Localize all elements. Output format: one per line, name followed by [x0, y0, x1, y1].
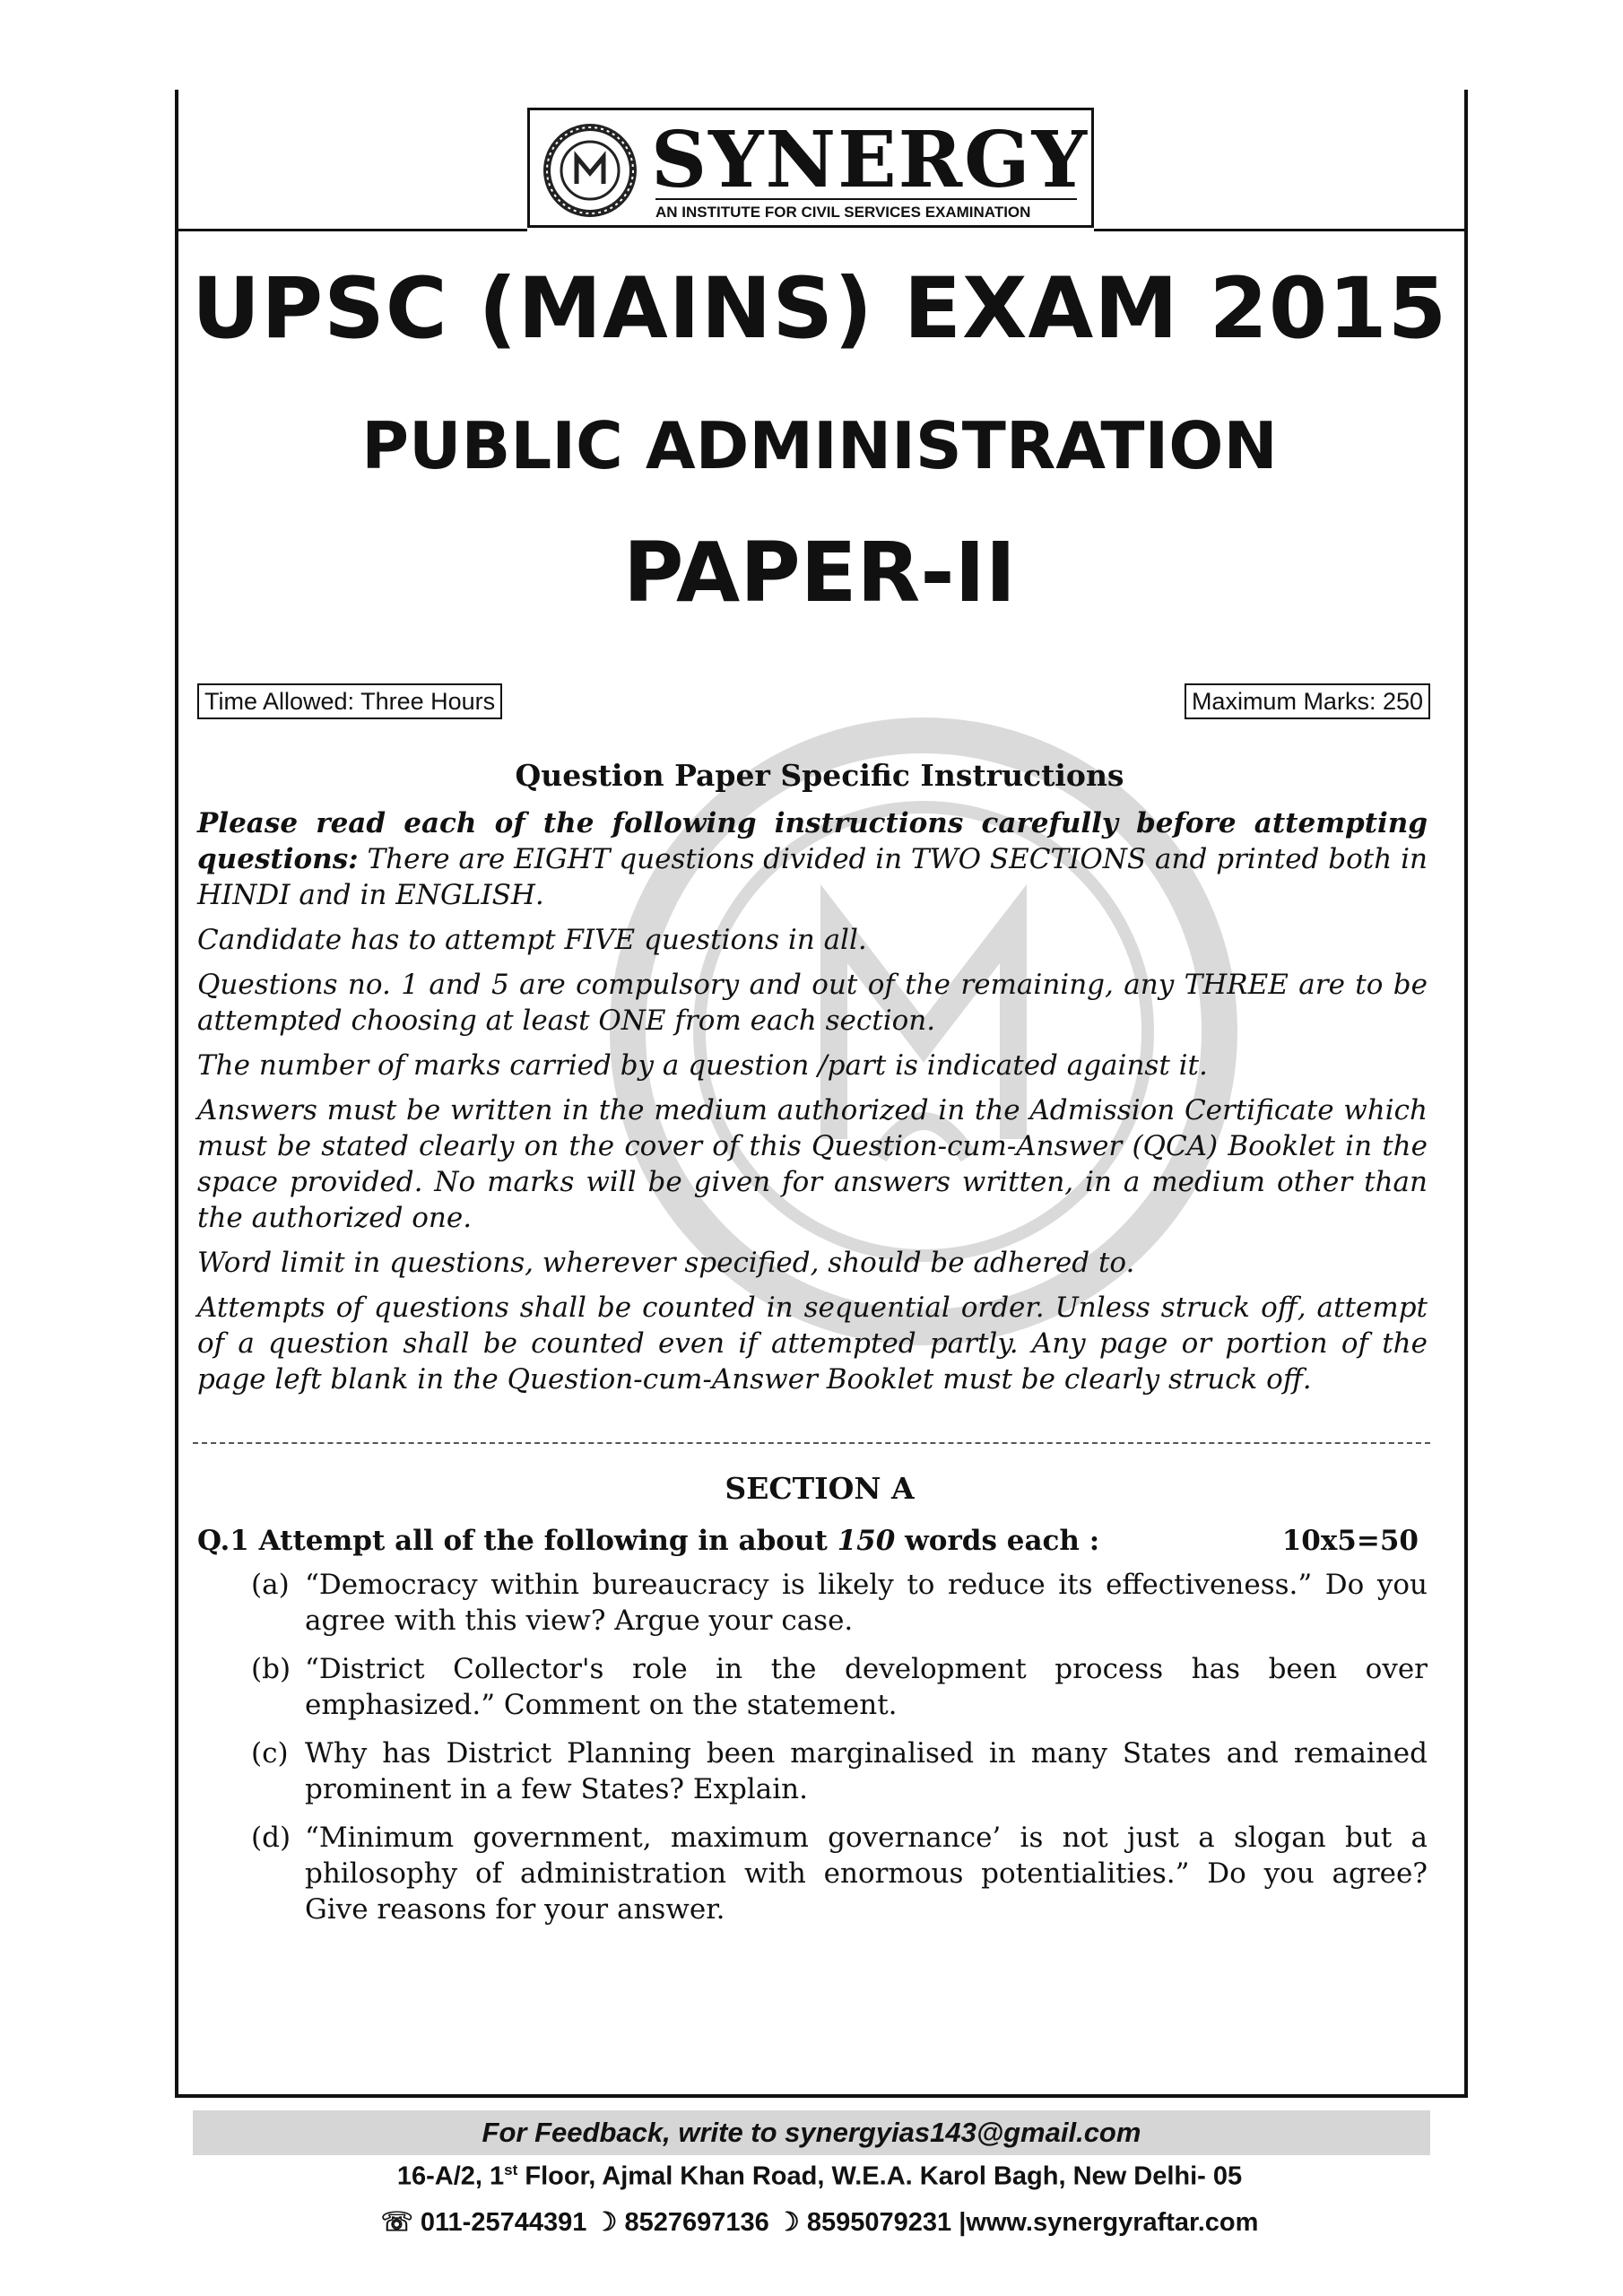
question-marks: 10x5=50: [1281, 1525, 1419, 1557]
part-label: (c): [251, 1737, 289, 1770]
exam-title: UPSC (MAINS) EXAM 2015: [191, 260, 1448, 358]
synergy-logo: [527, 108, 1094, 228]
paper-title: PAPER-II: [623, 525, 1016, 621]
subject-title: PUBLIC ADMINISTRATION: [361, 408, 1278, 483]
instruction-item: Word limit in questions, wherever specified, should be adhered to.: [197, 1247, 1135, 1279]
brand-name: SYNERGY: [651, 115, 1089, 205]
brand-tagline: AN INSTITUTE FOR CIVIL SERVICES EXAMINATION: [655, 198, 1077, 222]
instruction-item: The number of marks carried by a question /part is indicated against it.: [197, 1049, 1208, 1082]
part-label: (a): [251, 1569, 290, 1601]
header-rule-right: [1094, 229, 1464, 231]
part-text: “Democracy within bureaucracy is likely to reduce its effectiveness.” Do you agree with this view? Argue your case.: [305, 1569, 1428, 1637]
instruction-item: Attempts of questions shall be counted in sequential order. Unless struck off, attempt of a question shall be counted even if attempted partly. Any page or portion of the page left blank in the Question-cum-Answer Booklet must be clearly struck off.: [197, 1292, 1428, 1396]
question-part: [251, 1820, 1428, 1927]
footer-contact: ☏ 011-25744391 ☽ 8527697136 ☽ 8595079231 |www.synergyraftar.com: [380, 2208, 1259, 2237]
part-label: (b): [251, 1653, 291, 1685]
seal-icon: [541, 121, 639, 220]
question-1-header: [197, 1525, 1428, 1557]
instruction-item: Answers must be written in the medium authorized in the Admission Certificate which must be stated clearly on the cover of this Question-cum-Answer (QCA) Booklet in the space provided. No marks will be given for answers written, in a medium other than the authorized one.: [197, 1094, 1428, 1234]
instructions-heading: Question Paper Specific Instructions: [515, 758, 1124, 793]
instruction-item: Candidate has to attempt FIVE questions in all.: [197, 924, 867, 956]
address-part: 16-A/2, 1: [396, 2161, 505, 2191]
section-title: SECTION A: [725, 1471, 915, 1506]
address-part: Floor, Ajmal Khan Road, W.E.A. Karol Bagh, New Delhi- 05: [517, 2161, 1243, 2191]
instructions-list: [197, 805, 1428, 1406]
question-part: [251, 1567, 1428, 1639]
address-superscript: st: [504, 2161, 518, 2179]
question-prefix: Q.1 Attempt all of the following in about: [197, 1525, 838, 1557]
header-rule-left: [175, 229, 527, 231]
footer-feedback: For Feedback, write to synergyias143@gmail.com: [193, 2110, 1430, 2155]
instruction-lead: [197, 805, 1428, 913]
divider: [193, 1442, 1430, 1444]
footer-address: [175, 2161, 1464, 2192]
question-part: [251, 1651, 1428, 1723]
question-part: [251, 1735, 1428, 1807]
question-parts: [251, 1567, 1428, 1940]
part-label: (d): [251, 1822, 291, 1854]
time-allowed: Time Allowed: Three Hours: [197, 683, 502, 719]
maximum-marks: Maximum Marks: 250: [1185, 683, 1430, 719]
part-text: Why has District Planning been marginalised in many States and remained prominent in a few States? Explain.: [305, 1737, 1428, 1805]
instruction-lead-bold: Please read each of the following instructions carefully before attempting questions:: [197, 807, 1428, 875]
part-text: “Minimum government, maximum governance’ is not just a slogan but a philosophy of administration with enormous potentialities.” Do you agree? Give reasons for your answer.: [305, 1822, 1428, 1926]
question-word-count: 150: [837, 1525, 896, 1557]
part-text: “District Collector's role in the development process has been over emphasized.” Comment on the statement.: [305, 1653, 1428, 1721]
question-suffix: words each :: [895, 1525, 1100, 1557]
instruction-lead-rest: There are EIGHT questions divided in TWO SECTIONS and printed both in HINDI and in ENGLISH.: [197, 843, 1428, 911]
instruction-item: Questions no. 1 and 5 are compulsory and out of the remaining, any THREE are to be attempted choosing at least ONE from each section.: [197, 969, 1428, 1037]
